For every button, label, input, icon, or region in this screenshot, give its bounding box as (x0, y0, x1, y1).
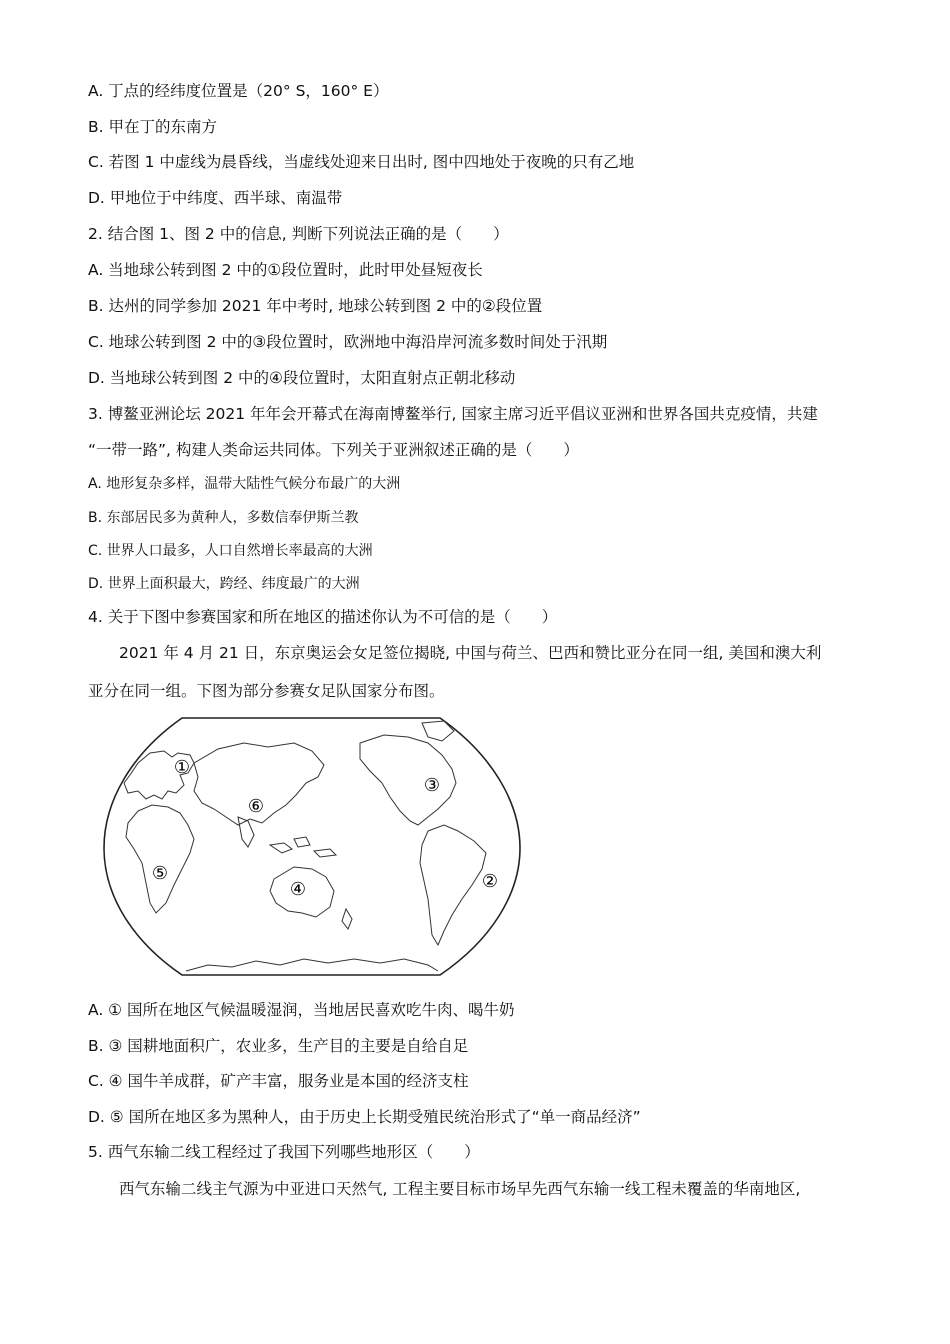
q4-option-d: D. ⑤ 国所在地区多为黑种人，由于历史上长期受殖民统治形式了“单一商品经济” (88, 1108, 641, 1126)
q5-passage-line1: 西气东输二线主气源为中亚进口天然气, 工程主要目标市场早先西气东输一线工程未覆盖的华南地区, (119, 1180, 801, 1198)
world-map-figure (98, 713, 528, 979)
new-zealand (342, 909, 352, 929)
map-label-2: ② (481, 871, 499, 892)
q4-option-c: C. ④ 国牛羊成群，矿产丰富，服务业是本国的经济支柱 (88, 1072, 469, 1090)
islands (270, 837, 336, 857)
map-frame (104, 718, 520, 975)
q2-option-a: A. 当地球公转到图 2 中的①段位置时，此时甲处昼短夜长 (88, 261, 483, 279)
q2-option-b: B. 达州的同学参加 2021 年中考时, 地球公转到图 2 中的②段位置 (88, 297, 543, 315)
q3-stem-line2: “一带一路”, 构建人类命运共同体。下列关于亚洲叙述正确的是（ ） (88, 441, 579, 459)
q4-passage-line2: 亚分在同一组。下图为部分参赛女足队国家分布图。 (88, 682, 445, 700)
map-label-6: ⑥ (247, 796, 265, 817)
q2-stem: 2. 结合图 1、图 2 中的信息, 判断下列说法正确的是（ ） (88, 225, 509, 243)
q1-option-c: C. 若图 1 中虚线为晨昏线，当虚线处迎来日出时, 图中四地处于夜晚的只有乙地 (88, 153, 635, 171)
q2-option-d: D. 当地球公转到图 2 中的④段位置时，太阳直射点正朝北移动 (88, 369, 516, 387)
q4-passage-line1: 2021 年 4 月 21 日，东京奥运会女足签位揭晓, 中国与荷兰、巴西和赞比亚分在同一组, 美国和澳大利 (119, 644, 822, 662)
q1-option-d: D. 甲地位于中纬度、西半球、南温带 (88, 189, 343, 207)
q2-option-c: C. 地球公转到图 2 中的③段位置时，欧洲地中海沿岸河流多数时间处于汛期 (88, 333, 608, 351)
north-america-coast (360, 735, 456, 825)
q3-option-d: D. 世界上面积最大，跨经、纬度最广的大洲 (88, 576, 360, 592)
south-america-coast (420, 825, 486, 945)
map-label-3: ③ (423, 775, 441, 796)
q3-option-c: C. 世界人口最多，人口自然增长率最高的大洲 (88, 543, 373, 559)
q3-stem-line1: 3. 博鳌亚洲论坛 2021 年年会开幕式在海南博鳌举行, 国家主席习近平倡议亚洲和世界各国共克疫情，共建 (88, 405, 818, 423)
map-label-5: ⑤ (151, 863, 169, 884)
q3-option-b: B. 东部居民多为黄种人，多数信奉伊斯兰教 (88, 510, 359, 526)
q1-option-a: A. 丁点的经纬度位置是（20° S，160° E） (88, 82, 389, 100)
africa-coast (126, 805, 194, 913)
antarctica-coast (186, 959, 438, 971)
q4-option-a: A. ① 国所在地区气候温暖湿润，当地居民喜欢吃牛肉、喝牛奶 (88, 1001, 515, 1019)
q1-option-b: B. 甲在丁的东南方 (88, 118, 217, 136)
map-label-4: ④ (289, 879, 307, 900)
q4-option-b: B. ③ 国耕地面积广，农业多，生产目的主要是自给自足 (88, 1037, 469, 1055)
map-label-1: ① (173, 757, 191, 778)
q3-option-a: A. 地形复杂多样，温带大陆性气候分布最广的大洲 (88, 476, 401, 492)
q5-stem: 5. 西气东输二线工程经过了我国下列哪些地形区（ ） (88, 1143, 480, 1161)
q4-stem: 4. 关于下图中参赛国家和所在地区的描述你认为不可信的是（ ） (88, 608, 558, 626)
